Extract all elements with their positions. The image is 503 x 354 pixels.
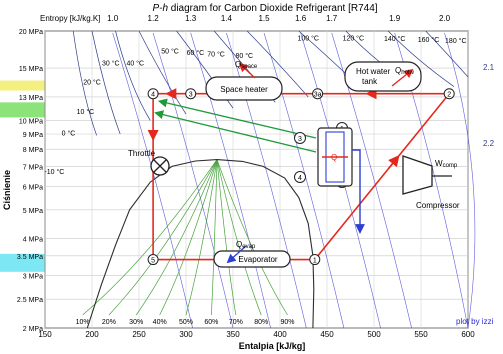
chart-title (152, 3, 377, 14)
y-tick-label: 2 MPa (22, 326, 43, 333)
entropy-tick-label: 1.7 (326, 14, 338, 23)
entropy-tick-label: 2.0 (438, 14, 451, 23)
y-tick-label: 5 MPa (22, 207, 43, 215)
entropy-side-label-top: 2.1 (483, 63, 495, 72)
ihx-port-label: 3 (298, 136, 302, 143)
ihx-q-label: Q (331, 153, 338, 162)
isotherm-label: 10 °C (76, 109, 95, 117)
y-tick-label: 6 MPa (22, 184, 43, 192)
ihx-port-label: 4 (298, 175, 302, 182)
plot-credit: plot by izzi (456, 317, 494, 326)
x-tick-label: 600 (461, 330, 475, 339)
y-tick-label: 10 MPa (18, 118, 43, 126)
y-axis-label: Ciśnienie (2, 169, 12, 211)
quality-label: 80% (254, 319, 269, 326)
x-tick-label: 200 (85, 330, 99, 339)
y-tick-label: 20 MPa (18, 29, 43, 36)
isotherm-label: 100 °C (297, 35, 319, 43)
isotherm-label: 0 °C (61, 130, 76, 138)
state-point-label: 5 (151, 257, 156, 265)
x-tick-label: 300 (179, 330, 193, 339)
quality-label: 20% (101, 319, 116, 326)
space-heater-label: Space heater (220, 85, 268, 94)
isotherm-label: 180 °C (445, 38, 467, 46)
quality-label: 30% (129, 319, 144, 326)
x-tick-label: 550 (414, 330, 428, 339)
x-tick-label: 450 (320, 330, 334, 339)
quality-label: 10% (75, 319, 90, 326)
isotherm-label: 40 °C (126, 60, 145, 68)
y-tick-label: 3 MPa (22, 273, 43, 281)
w-comp-subscript: comp (442, 163, 458, 169)
quality-label: 70% (228, 319, 243, 326)
quality-label: 50% (178, 319, 194, 326)
x-tick-label: 400 (273, 330, 287, 339)
entropy-tick-label: 1.4 (220, 14, 232, 23)
highlight-band-green (0, 102, 47, 117)
q-evap-symbol: Q (236, 240, 243, 249)
y-tick-label: 15 MPa (18, 66, 43, 74)
isotherm-label: 160 °C (417, 36, 440, 44)
x-tick-label: 500 (367, 330, 381, 339)
x-tick-label: 150 (38, 330, 52, 339)
y-tick-label: 3.5 MPa (16, 253, 43, 261)
hot-water-tank-label-line2: tank (362, 77, 378, 86)
highlight-band-yellow (0, 81, 47, 91)
y-tick-label: 4 MPa (22, 236, 43, 244)
entropy-tick-label: 1.6 (295, 14, 307, 23)
entropy-axis-label: Entropy [kJ/kg.K] (40, 14, 101, 23)
entropy-tick-label: 1.9 (389, 14, 401, 23)
throttle-label: Throttle (128, 149, 156, 158)
y-tick-label: 8 MPa (22, 147, 43, 155)
title-italic-part: P-h (152, 3, 169, 14)
isotherm-label: -10 °C (44, 169, 65, 177)
state-point-label: 4 (151, 91, 156, 99)
entropy-tick-label: 1.2 (147, 14, 159, 23)
q-space-subscript: space (241, 64, 258, 70)
state-point-label: 3 (188, 91, 193, 99)
quality-label: 60% (204, 319, 219, 326)
q-space-symbol: Q (235, 60, 242, 69)
entropy-tick-label: 1.0 (107, 14, 119, 23)
quality-label: 40% (152, 319, 167, 326)
state-point-label: 2 (447, 91, 452, 99)
q-evap-subscript: evap (242, 244, 256, 250)
w-comp-symbol: W (435, 159, 443, 168)
entropy-tick-label: 1.3 (185, 14, 197, 23)
entropy-tick-label: 1.5 (258, 14, 270, 23)
x-tick-label: 350 (226, 330, 240, 339)
isotherm-label: 60 °C (186, 50, 205, 58)
isotherm-label: 80 °C (235, 53, 254, 61)
state-point-label: 1 (312, 257, 317, 265)
evaporator-label: Evaporator (238, 255, 278, 264)
isotherm-label: 30 °C (102, 60, 120, 68)
y-tick-label: 13 MPa (18, 94, 43, 102)
isotherm-label: 140 °C (383, 36, 406, 44)
y-tick-label: 2.5 MPa (16, 297, 43, 305)
q-hotw-symbol: Q (395, 66, 402, 75)
x-tick-label: 250 (132, 330, 146, 339)
hot-water-tank-label-line1: Hot water (356, 67, 391, 76)
hot-water-tank (345, 62, 421, 91)
y-tick-label: 9 MPa (22, 131, 43, 139)
isotherm-label: 70 °C (207, 51, 225, 59)
x-axis-label: Entalpia [kJ/kg] (238, 341, 306, 351)
quality-label: 90% (280, 319, 295, 326)
state-point-label: 3a (313, 91, 322, 99)
isotherm-label: 120 °C (342, 35, 365, 43)
q-hotw-subscript: hotw (401, 70, 414, 76)
isotherm-label: 50 °C (161, 48, 179, 56)
entropy-side-label-mid: 2.2 (483, 139, 495, 148)
compressor-label: Compressor (416, 201, 460, 210)
isotherm-label: 20 °C (83, 79, 101, 87)
title-main-part: diagram for Carbon Dioxide Refrigerant [R744] (168, 3, 378, 14)
y-tick-label: 7 MPa (22, 164, 43, 172)
